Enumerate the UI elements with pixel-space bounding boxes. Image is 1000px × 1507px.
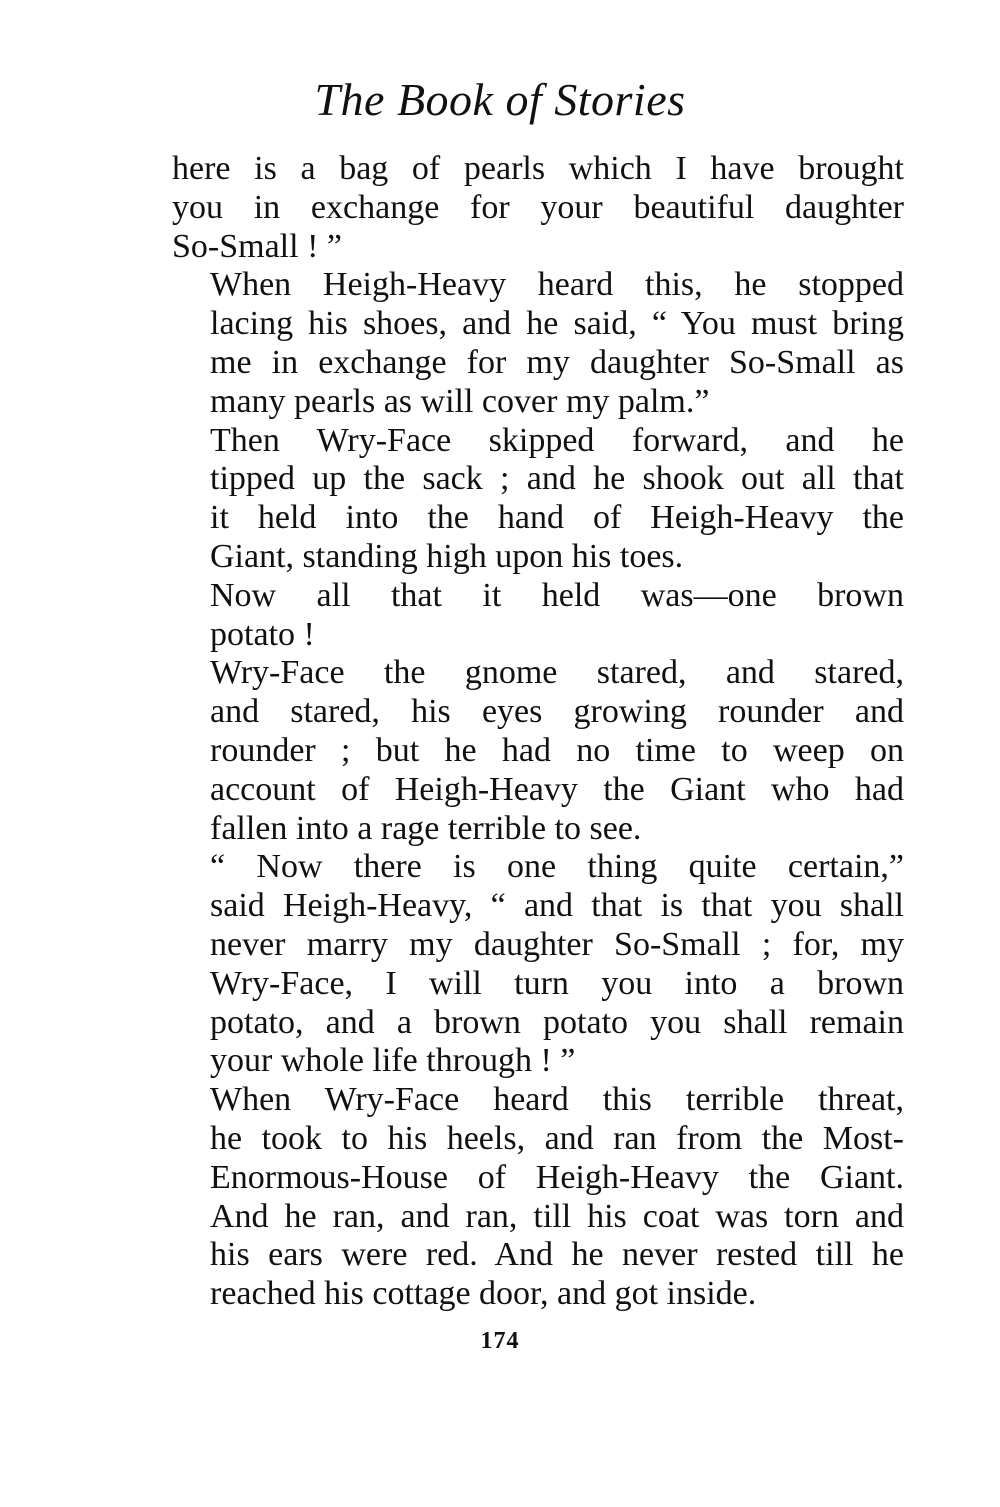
text-line: many pearls as will cover my palm.”: [210, 382, 710, 420]
text-line: potato !: [210, 615, 315, 653]
paragraph: [172, 266, 904, 421]
paragraph: [172, 577, 904, 655]
text-line: fallen into a rage terrible to see.: [210, 809, 642, 847]
text-line: “ Now there is one thing quite certain,”: [210, 848, 904, 886]
body-text: [172, 150, 904, 1314]
text-line: When Heigh-Heavy heard this, he stopped: [210, 266, 904, 304]
text-line: account of Heigh-Heavy the Giant who had: [210, 770, 904, 808]
text-line: you in exchange for your beautiful daughter: [172, 188, 904, 226]
text-line: Then Wry-Face skipped forward, and he: [210, 421, 904, 459]
text-line: it held into the hand of Heigh-Heavy the: [210, 499, 904, 537]
text-line: Giant, standing high upon his toes.: [210, 537, 684, 575]
text-line: potato, and a brown potato you shall remain: [210, 1003, 904, 1041]
text-line: and stared, his eyes growing rounder and: [210, 693, 904, 731]
text-line: lacing his shoes, and he said, “ You must bring: [210, 305, 904, 343]
text-line: Wry-Face the gnome stared, and stared,: [210, 654, 904, 692]
text-line: here is a bag of pearls which I have brought: [172, 150, 904, 187]
text-line: So-Small ! ”: [172, 227, 342, 265]
paragraph: [172, 422, 904, 577]
running-title: The Book of Stories: [314, 74, 686, 125]
paragraph: [172, 1081, 904, 1314]
text-line: his ears were red. And he never rested till he: [210, 1236, 904, 1274]
text-line: When Wry-Face heard this terrible threat,: [210, 1081, 904, 1119]
paragraph: [172, 848, 904, 1081]
text-line: me in exchange for my daughter So-Small as: [210, 343, 904, 381]
text-line: he took to his heels, and ran from the Most-: [210, 1119, 904, 1157]
text-line: rounder ; but he had no time to weep on: [210, 731, 904, 769]
text-line: never marry my daughter So-Small ; for, my: [210, 925, 904, 963]
text-line: Wry-Face, I will turn you into a brown: [210, 964, 904, 1002]
text-line: tipped up the sack ; and he shook out all that: [210, 460, 904, 498]
text-line: Now all that it held was—one brown: [210, 576, 904, 614]
text-line: your whole life through ! ”: [210, 1042, 576, 1080]
text-line: And he ran, and ran, till his coat was torn and: [210, 1197, 904, 1235]
text-line: reached his cottage door, and got inside.: [210, 1275, 757, 1313]
page-number: 174: [480, 1328, 520, 1354]
paragraph: [172, 150, 904, 266]
paragraph: [172, 654, 904, 848]
text-line: said Heigh-Heavy, “ and that is that you shall: [210, 887, 904, 925]
text-line: Enormous-House of Heigh-Heavy the Giant.: [210, 1158, 904, 1196]
